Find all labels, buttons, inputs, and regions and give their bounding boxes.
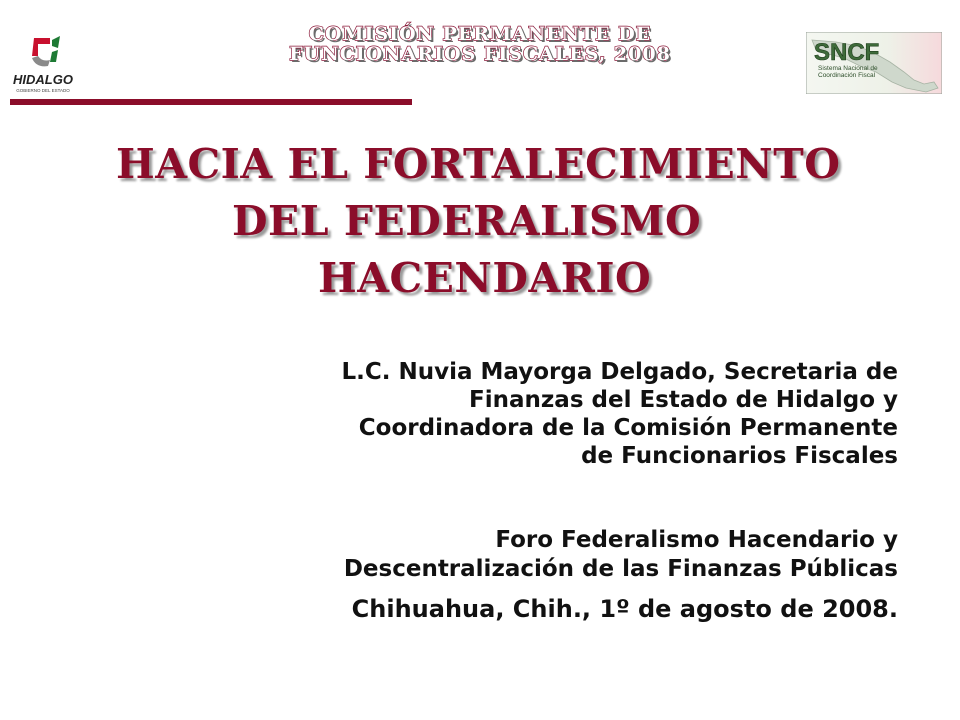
author-line3: Coordinadora de la Comisión Permanente	[358, 415, 898, 441]
author-line2: Finanzas del Estado de Hidalgo y	[469, 387, 898, 413]
header-divider	[10, 99, 412, 105]
hidalgo-logo-subtext: GOBIERNO DEL ESTADO	[16, 88, 70, 93]
dateline-text: Chihuahua, Chih., 1º de agosto de 2008.	[351, 595, 898, 623]
hidalgo-logo-text: HIDALGO	[13, 72, 73, 87]
slide-title-line3: HACENDARIO	[318, 254, 652, 302]
event-block	[344, 526, 898, 584]
hidalgo-logo	[8, 32, 78, 96]
slide-title	[100, 136, 900, 307]
sncf-logo	[806, 32, 942, 94]
author-block	[341, 358, 898, 470]
event-dateline	[352, 594, 898, 624]
event-line1: Foro Federalismo Hacendario y	[495, 527, 898, 553]
hidalgo-emblem-icon	[8, 32, 78, 96]
sncf-logo-subtext-line2: Coordinación Fiscal	[818, 72, 876, 79]
slide-title-line2: DEL FEDERALISMO	[232, 197, 702, 245]
author-line1: L.C. Nuvia Mayorga Delgado, Secretaria de	[341, 359, 898, 385]
header-title-line1: COMISIÓN PERMANENTE DE	[308, 23, 652, 45]
event-line2: Descentralización de las Finanzas Públicas	[343, 556, 898, 582]
slide-title-line1: HACIA EL FORTALECIMIENTO	[116, 140, 841, 188]
sncf-logo-subtext-line1: Sistema Nacional de	[818, 65, 878, 72]
author-line4: de Funcionarios Fiscales	[581, 443, 898, 469]
header-title	[180, 24, 780, 64]
sncf-logo-text: SNCF	[814, 39, 880, 66]
header-title-line2: FUNCIONARIOS FISCALES, 2008	[289, 43, 671, 65]
